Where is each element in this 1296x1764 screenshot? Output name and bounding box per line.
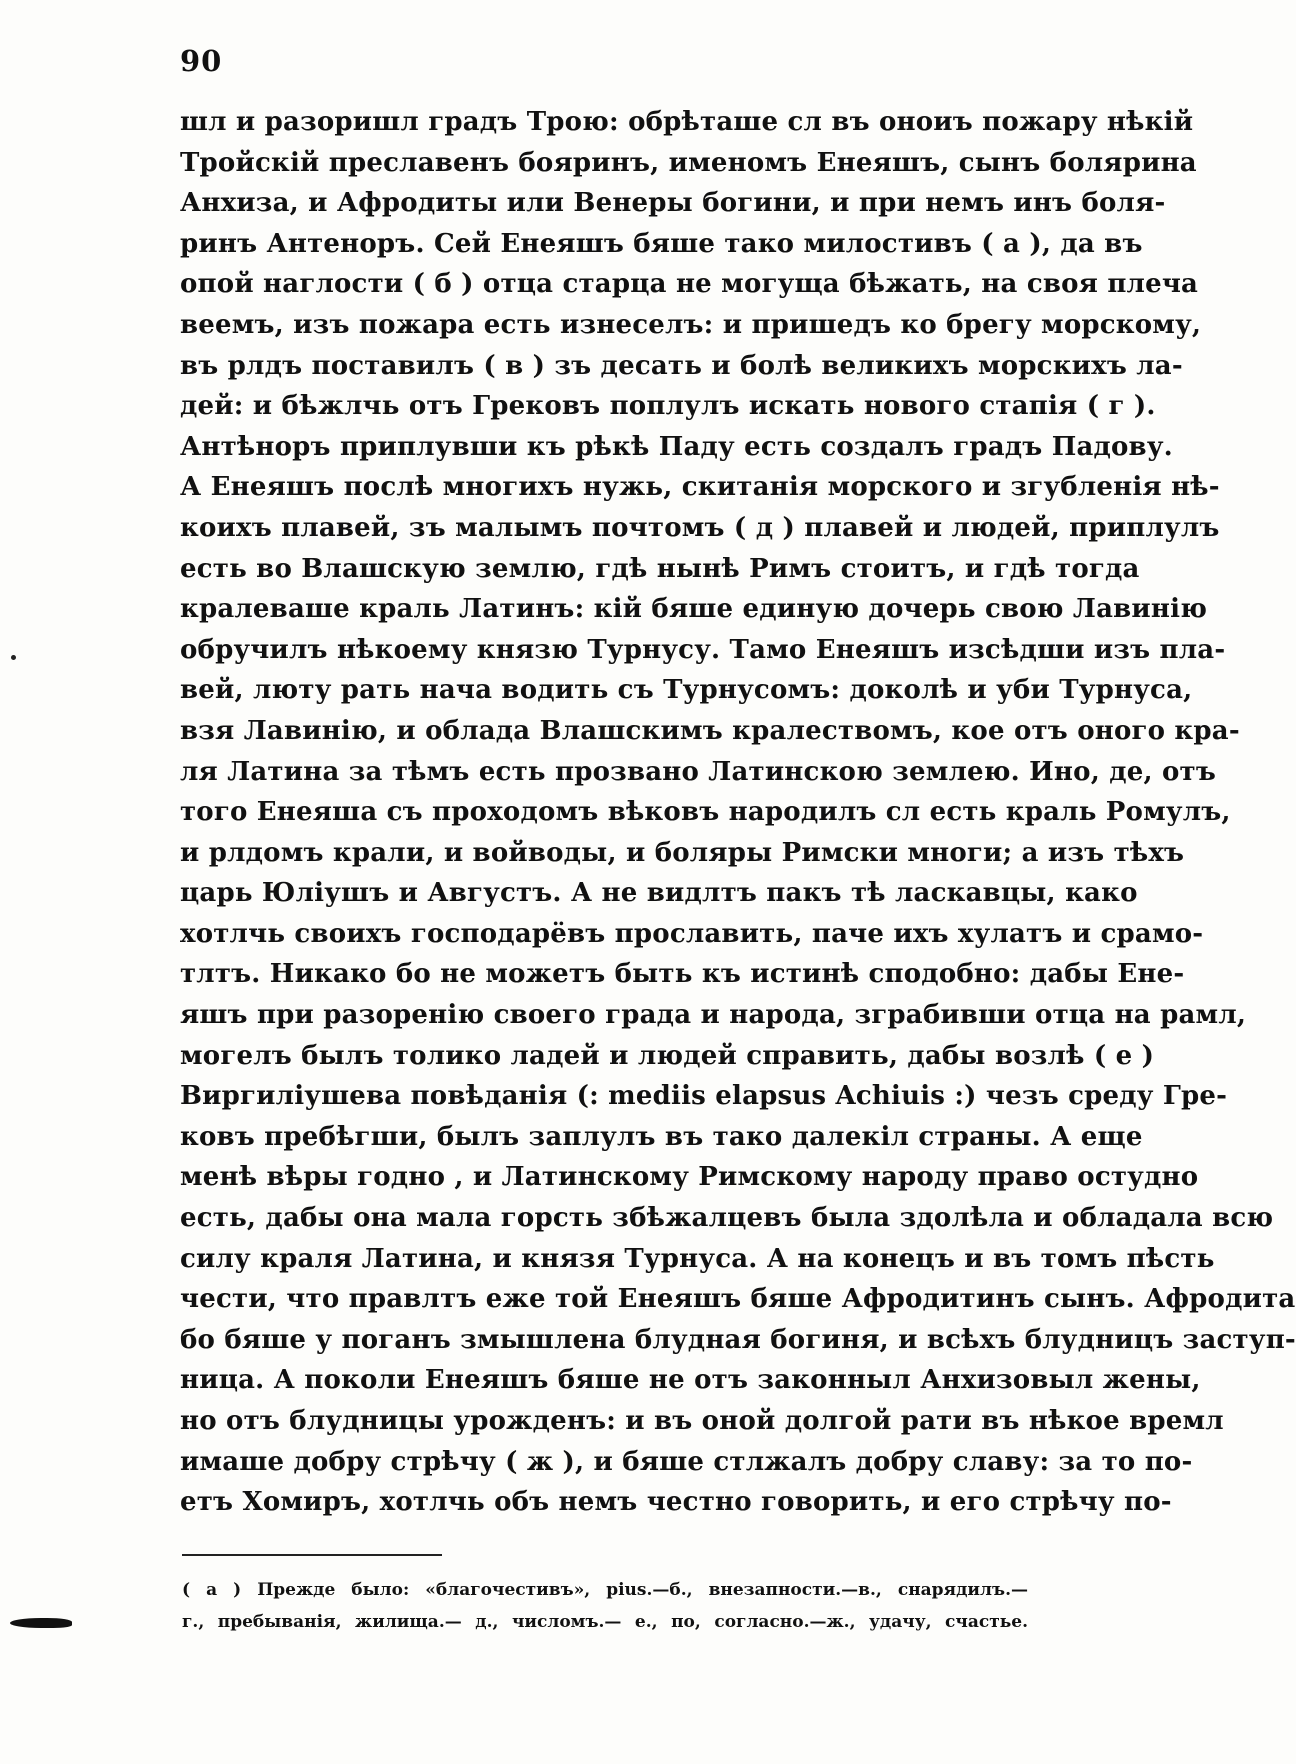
text-line: Тройскій преславенъ бояринъ, именомъ Енеяшъ, сынъ болярина: [180, 147, 1197, 178]
footnote-rule: [182, 1554, 442, 1556]
text-line: Виргиліушева повѣданія (: mediis elapsus Achiuis :) чезъ среду Гре-: [180, 1081, 1228, 1112]
text-line: Анхиза, и Афродиты или Венеры богини, и при немъ инъ боля-: [180, 188, 1166, 219]
text-line: шл и разоришл градъ Трою: обрѣташе сл въ оноиъ пожару нѣкій: [180, 107, 1194, 137]
body-text: [180, 102, 1296, 1523]
text-line: коихъ плавей, зъ малымъ почтомъ ( д ) плавей и людей, приплулъ: [180, 512, 1220, 543]
margin-dot: [11, 655, 16, 660]
text-line: А Енеяшъ послѣ многихъ нужь, скитанія морского и згубленія нѣ-: [180, 472, 1220, 503]
footnote-line: ( а ) Прежде было: «благочестивъ», pius.—б., внезапности.—в., снарядилъ.—: [182, 1580, 1028, 1600]
margin-smudge: [10, 1618, 72, 1628]
text-line: обручилъ нѣкоему князю Турнусу. Тамо Енеяшъ изсѣдши изъ пла-: [180, 634, 1226, 665]
text-line: веемъ, изъ пожара есть изнеселъ: и пришедъ ко брегу морскому,: [180, 309, 1202, 340]
text-line: тлтъ. Никако бо не можетъ быть къ истинѣ сподобно: дабы Ене-: [180, 959, 1185, 990]
text-line: могелъ былъ толико ладей и людей справить, дабы возлѣ ( е ): [180, 1040, 1155, 1071]
text-line: етъ Хомиръ, хотлчь объ немъ честно говорить, и его стрѣчу по-: [180, 1487, 1172, 1518]
footnotes: [182, 1574, 1028, 1638]
text-line: яшъ при разоренію своего града и народа, зграбивши отца на рамл,: [180, 1000, 1247, 1031]
text-line: опой наглости ( б ) отца старца не могуща бѣжать, на своя плеча: [180, 269, 1199, 300]
text-line: Антѣноръ приплувши къ рѣкѣ Паду есть создалъ градъ Падову.: [180, 431, 1173, 462]
text-line: дей: и бѣжлчь отъ Грековъ поплулъ искать нового стапія ( г ).: [180, 391, 1156, 422]
text-line: силу краля Латина, и князя Турнуса. А на конецъ и въ томъ пѣсть: [180, 1243, 1215, 1274]
text-line: хотлчь своихъ господарёвъ прославить, паче ихъ хулатъ и срамо-: [180, 918, 1204, 949]
text-line: имаше добру стрѣчу ( ж ), и бяше стлжалъ добру славу: за то по-: [180, 1446, 1193, 1477]
text-line: есть во Влашскую землю, гдѣ нынѣ Римъ стоитъ, и гдѣ тогда: [180, 553, 1140, 584]
page-number: 90: [180, 44, 223, 78]
footnote-line: г., пребыванія, жилища.— д., числомъ.— е., по, согласно.—ж., удачу, счастье.: [182, 1612, 1028, 1632]
text-line: взя Лавинію, и облада Влашскимъ кралествомъ, кое отъ оного кра-: [180, 715, 1240, 746]
text-line: того Енеяша съ проходомъ вѣковъ народилъ сл есть краль Ромулъ,: [180, 797, 1231, 828]
text-line: въ рлдъ поставилъ ( в ) зъ десать и болѣ великихъ морскихъ ла-: [180, 350, 1183, 381]
text-line: царь Юліушъ и Августъ. А не видлтъ пакъ тѣ ласкавцы, како: [180, 878, 1138, 909]
text-line: кралеваше краль Латинъ: кій бяше единую дочерь свою Лавинію: [180, 594, 1208, 625]
text-line: менѣ вѣры годно , и Латинскому Римскому народу право остудно: [180, 1162, 1199, 1193]
text-line: ринъ Антеноръ. Сей Енеяшъ бяше тако милостивъ ( а ), да въ: [180, 228, 1143, 259]
text-line: вей, люту рать нача водить съ Турнусомъ: доколѣ и уби Турнуса,: [180, 675, 1193, 706]
text-line: ля Латина за тѣмъ есть прозвано Латинскою землею. Ино, де, отъ: [180, 756, 1216, 787]
text-line: бо бяше у поганъ змышлена блудная богиня, и всѣхъ блудницъ заступ-: [180, 1324, 1296, 1355]
text-line: есть, дабы она мала горсть збѣжалцевъ была здолѣла и обладала всю: [180, 1203, 1274, 1234]
text-line: ковъ пребѣгши, былъ заплулъ въ тако далекіл страны. А еще: [180, 1121, 1143, 1152]
text-line: и рлдомъ крали, и войводы, и боляры Римски многи; а изъ тѣхъ: [180, 837, 1185, 868]
text-line: чести, что правлтъ еже той Енеяшъ бяше Афродитинъ сынъ. Афродита: [180, 1284, 1296, 1315]
text-line: ница. А поколи Енеяшъ бяше не отъ законныл Анхизовыл жены,: [180, 1365, 1201, 1396]
text-line: но отъ блудницы урожденъ: и въ оной долгой рати въ нѣкое времл: [180, 1406, 1224, 1436]
